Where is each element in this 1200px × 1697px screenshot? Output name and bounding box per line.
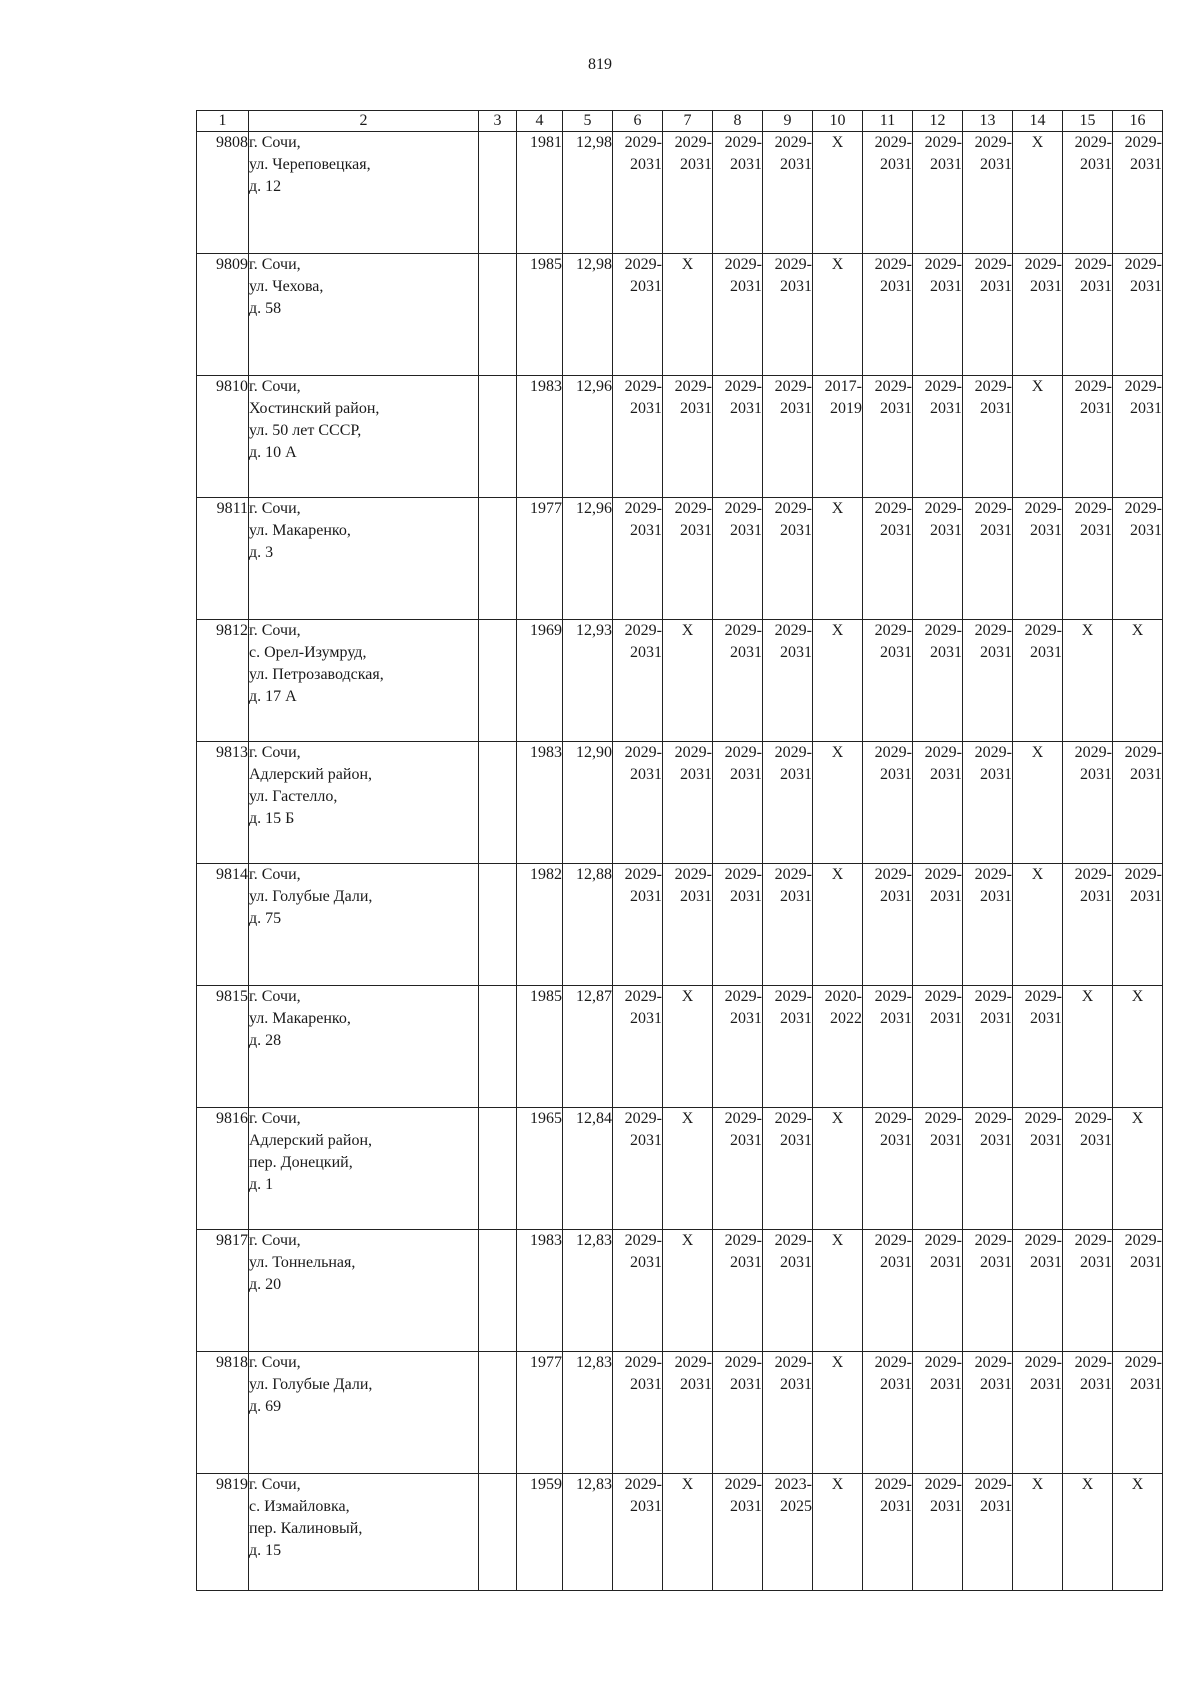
period-cell: 2023- 2025 [763,1474,813,1591]
not-applicable-cell: X [813,864,863,986]
address-line: пер. Калиновый, [249,1520,363,1537]
address-line: ул. Гастелло, [249,788,338,805]
period-cell: 2029- 2031 [1013,1108,1063,1230]
address-cell [249,986,479,1108]
period-cell: 2029- 2031 [913,1230,963,1352]
period-cell: 2029- 2031 [613,864,663,986]
address-line: г. Сочи, [249,1232,301,1249]
not-applicable-cell: X [1013,132,1063,254]
period-cell: 2029- 2031 [1063,1352,1113,1474]
column-3-cell [479,1108,517,1230]
table-row [197,132,1163,254]
period-cell: 2029- 2031 [713,1108,763,1230]
period-cell: 2029- 2031 [663,864,713,986]
period-cell: 2029- 2031 [1013,254,1063,376]
period-cell: 2029- 2031 [913,1108,963,1230]
period-cell: 2029- 2031 [713,620,763,742]
address-line: д. 69 [249,1398,282,1415]
address-line: д. 17 А [249,688,297,705]
address-line: с. Измайловка, [249,1498,350,1515]
column-header: 8 [713,111,763,132]
period-cell: 2029- 2031 [763,132,813,254]
period-cell: 2029- 2031 [913,986,963,1108]
table-row [197,864,1163,986]
period-cell: 2029- 2031 [613,132,663,254]
address-line: д. 15 [249,1542,282,1559]
value-cell: 12,87 [563,986,613,1108]
column-header: 1 [197,111,249,132]
period-cell: 2029- 2031 [663,132,713,254]
address-line: г. Сочи, [249,988,301,1005]
period-cell: 2029- 2031 [913,1474,963,1591]
column-3-cell [479,1352,517,1474]
column-header: 14 [1013,111,1063,132]
period-cell: 2029- 2031 [1063,864,1113,986]
period-cell: 2029- 2031 [763,1108,813,1230]
column-3-cell [479,742,517,864]
period-cell: 2029- 2031 [963,864,1013,986]
address-line: ул. Голубые Дали, [249,888,373,905]
address-line: д. 3 [249,544,274,561]
period-cell: 2029- 2031 [963,1230,1013,1352]
period-cell: 2029- 2031 [713,132,763,254]
period-cell: 2029- 2031 [1113,132,1163,254]
column-header: 16 [1113,111,1163,132]
period-cell: 2029- 2031 [913,742,963,864]
not-applicable-cell: X [1063,620,1113,742]
period-cell: 2029- 2031 [613,1352,663,1474]
period-cell: 2029- 2031 [913,376,963,498]
value-cell: 12,83 [563,1230,613,1352]
table-body [197,132,1163,1591]
column-header: 13 [963,111,1013,132]
not-applicable-cell: X [1113,620,1163,742]
not-applicable-cell: X [1113,1108,1163,1230]
period-cell: 2029- 2031 [963,376,1013,498]
not-applicable-cell: X [1113,1474,1163,1591]
period-cell: 2029- 2031 [863,1108,913,1230]
row-number: 9812 [197,620,249,742]
period-cell: 2029- 2031 [963,742,1013,864]
table-row [197,254,1163,376]
address-cell [249,1108,479,1230]
address-cell [249,1230,479,1352]
address-cell [249,1474,479,1591]
address-cell [249,620,479,742]
period-cell: 2029- 2031 [613,742,663,864]
column-3-cell [479,986,517,1108]
address-line: ул. Чехова, [249,278,324,295]
column-header: 2 [249,111,479,132]
period-cell: 2029- 2031 [713,1230,763,1352]
not-applicable-cell: X [1063,1474,1113,1591]
period-cell: 2029- 2031 [913,864,963,986]
period-cell: 2029- 2031 [1113,1230,1163,1352]
period-cell: 2029- 2031 [763,498,813,620]
value-cell: 12,98 [563,132,613,254]
not-applicable-cell: X [813,620,863,742]
period-cell: 2029- 2031 [1113,1352,1163,1474]
period-cell: 2029- 2031 [913,620,963,742]
column-header: 11 [863,111,913,132]
not-applicable-cell: X [813,254,863,376]
address-line: г. Сочи, [249,1354,301,1371]
not-applicable-cell: X [813,132,863,254]
address-line: д. 58 [249,300,282,317]
table-row [197,498,1163,620]
column-header: 10 [813,111,863,132]
table-row [197,620,1163,742]
period-cell: 2029- 2031 [913,1352,963,1474]
period-cell: 2029- 2031 [1063,742,1113,864]
column-3-cell [479,254,517,376]
not-applicable-cell: X [663,254,713,376]
period-cell: 2029- 2031 [713,254,763,376]
value-cell: 12,84 [563,1108,613,1230]
year-cell: 1981 [517,132,563,254]
table-row [197,1230,1163,1352]
not-applicable-cell: X [813,498,863,620]
column-3-cell [479,864,517,986]
address-cell [249,376,479,498]
register-table [196,110,1163,1591]
period-cell: 2029- 2031 [963,498,1013,620]
value-cell: 12,93 [563,620,613,742]
period-cell: 2029- 2031 [963,620,1013,742]
address-line: д. 28 [249,1032,282,1049]
column-header: 5 [563,111,613,132]
period-cell: 2029- 2031 [713,376,763,498]
address-line: д. 12 [249,178,282,195]
period-cell: 2029- 2031 [613,1230,663,1352]
address-line: ул. 50 лет СССР, [249,422,362,439]
period-cell: 2029- 2031 [663,498,713,620]
row-number: 9819 [197,1474,249,1591]
address-line: ул. Петрозаводская, [249,666,384,683]
period-cell: 2029- 2031 [763,742,813,864]
period-cell: 2029- 2031 [913,132,963,254]
year-cell: 1985 [517,254,563,376]
period-cell: 2029- 2031 [863,132,913,254]
period-cell: 2029- 2031 [1063,1108,1113,1230]
period-cell: 2029- 2031 [763,864,813,986]
period-cell: 2029- 2031 [763,986,813,1108]
period-cell: 2029- 2031 [1063,254,1113,376]
row-number: 9817 [197,1230,249,1352]
period-cell: 2029- 2031 [613,376,663,498]
not-applicable-cell: X [663,620,713,742]
address-line: ул. Макаренко, [249,1010,351,1027]
address-line: г. Сочи, [249,1110,301,1127]
period-cell: 2029- 2031 [863,864,913,986]
period-cell: 2029- 2031 [863,620,913,742]
not-applicable-cell: X [813,742,863,864]
address-line: д. 15 Б [249,810,295,827]
row-number: 9811 [197,498,249,620]
not-applicable-cell: X [663,1230,713,1352]
column-header: 15 [1063,111,1113,132]
row-number: 9813 [197,742,249,864]
row-number: 9818 [197,1352,249,1474]
year-cell: 1977 [517,1352,563,1474]
not-applicable-cell: X [1063,986,1113,1108]
not-applicable-cell: X [663,986,713,1108]
period-cell: 2029- 2031 [1113,742,1163,864]
period-cell: 2029- 2031 [763,254,813,376]
column-header: 6 [613,111,663,132]
not-applicable-cell: X [1013,864,1063,986]
column-header: 9 [763,111,813,132]
address-line: пер. Донецкий, [249,1154,353,1171]
column-3-cell [479,1474,517,1591]
year-cell: 1985 [517,986,563,1108]
period-cell: 2029- 2031 [863,1230,913,1352]
not-applicable-cell: X [1013,742,1063,864]
address-line: с. Орел-Изумруд, [249,644,367,661]
period-cell: 2029- 2031 [863,1352,913,1474]
address-line: г. Сочи, [249,744,301,761]
address-line: д. 20 [249,1276,282,1293]
period-cell: 2029- 2031 [663,376,713,498]
not-applicable-cell: X [1113,986,1163,1108]
year-cell: 1983 [517,1230,563,1352]
value-cell: 12,88 [563,864,613,986]
value-cell: 12,83 [563,1474,613,1591]
address-line: д. 75 [249,910,282,927]
period-cell: 2029- 2031 [863,986,913,1108]
address-cell [249,864,479,986]
year-cell: 1983 [517,742,563,864]
period-cell: 2029- 2031 [963,1474,1013,1591]
period-cell: 2029- 2031 [763,1230,813,1352]
period-cell: 2029- 2031 [1013,986,1063,1108]
period-cell: 2029- 2031 [613,498,663,620]
table-row [197,376,1163,498]
period-cell: 2029- 2031 [863,498,913,620]
period-cell: 2029- 2031 [1063,498,1113,620]
table-row [197,1108,1163,1230]
address-line: ул. Макаренко, [249,522,351,539]
table-row [197,1474,1163,1591]
column-header: 12 [913,111,963,132]
address-line: г. Сочи, [249,500,301,517]
address-line: д. 1 [249,1176,274,1193]
table-row [197,986,1163,1108]
period-cell: 2029- 2031 [863,1474,913,1591]
row-number: 9815 [197,986,249,1108]
year-cell: 1965 [517,1108,563,1230]
period-cell: 2029- 2031 [613,986,663,1108]
not-applicable-cell: X [813,1108,863,1230]
period-cell: 2029- 2031 [863,742,913,864]
period-cell: 2029- 2031 [713,864,763,986]
period-cell: 2029- 2031 [1113,254,1163,376]
column-header: 7 [663,111,713,132]
row-number: 9816 [197,1108,249,1230]
not-applicable-cell: X [663,1108,713,1230]
year-cell: 1983 [517,376,563,498]
not-applicable-cell: X [1013,1474,1063,1591]
row-number: 9814 [197,864,249,986]
address-line: г. Сочи, [249,256,301,273]
period-cell: 2029- 2031 [763,376,813,498]
period-cell: 2029- 2031 [713,742,763,864]
column-3-cell [479,620,517,742]
not-applicable-cell: X [813,1474,863,1591]
row-number: 9808 [197,132,249,254]
period-cell: 2029- 2031 [963,132,1013,254]
period-cell: 2029- 2031 [663,1352,713,1474]
column-3-cell [479,1230,517,1352]
address-line: г. Сочи, [249,622,301,639]
address-cell [249,1352,479,1474]
period-cell: 2029- 2031 [613,1474,663,1591]
column-3-cell [479,498,517,620]
period-cell: 2029- 2031 [663,742,713,864]
address-line: д. 10 А [249,444,297,461]
period-cell: 2029- 2031 [913,498,963,620]
period-cell: 2029- 2031 [1063,132,1113,254]
period-cell: 2029- 2031 [763,1352,813,1474]
not-applicable-cell: X [813,1352,863,1474]
address-line: Адлерский район, [249,1132,373,1149]
period-cell: 2029- 2031 [1113,498,1163,620]
period-cell: 2029- 2031 [613,254,663,376]
address-cell [249,254,479,376]
period-cell: 2029- 2031 [763,620,813,742]
value-cell: 12,98 [563,254,613,376]
period-cell: 2029- 2031 [713,1474,763,1591]
address-line: ул. Череповецкая, [249,156,371,173]
period-cell: 2029- 2031 [613,620,663,742]
address-line: г. Сочи, [249,866,301,883]
year-cell: 1959 [517,1474,563,1591]
column-header: 4 [517,111,563,132]
year-cell: 1982 [517,864,563,986]
period-cell: 2029- 2031 [713,986,763,1108]
address-line: г. Сочи, [249,378,301,395]
column-header: 3 [479,111,517,132]
period-cell: 2029- 2031 [1113,864,1163,986]
period-cell: 2029- 2031 [963,254,1013,376]
not-applicable-cell: X [813,1230,863,1352]
period-cell: 2029- 2031 [1013,1352,1063,1474]
not-applicable-cell: X [1013,376,1063,498]
address-line: Хостинский район, [249,400,380,417]
not-applicable-cell: X [663,1474,713,1591]
page-number: 819 [588,56,612,73]
address-cell [249,132,479,254]
period-cell: 2029- 2031 [863,254,913,376]
period-cell: 2029- 2031 [963,986,1013,1108]
period-cell: 2029- 2031 [1063,376,1113,498]
period-cell: 2017- 2019 [813,376,863,498]
address-line: ул. Голубые Дали, [249,1376,373,1393]
value-cell: 12,96 [563,376,613,498]
table-row [197,1352,1163,1474]
period-cell: 2029- 2031 [1063,1230,1113,1352]
value-cell: 12,90 [563,742,613,864]
period-cell: 2029- 2031 [963,1108,1013,1230]
period-cell: 2029- 2031 [913,254,963,376]
period-cell: 2029- 2031 [713,498,763,620]
address-line: Адлерский район, [249,766,373,783]
period-cell: 2029- 2031 [713,1352,763,1474]
column-3-cell [479,376,517,498]
row-number: 9810 [197,376,249,498]
value-cell: 12,96 [563,498,613,620]
period-cell: 2029- 2031 [963,1352,1013,1474]
period-cell: 2020- 2022 [813,986,863,1108]
period-cell: 2029- 2031 [1113,376,1163,498]
value-cell: 12,83 [563,1352,613,1474]
address-line: ул. Тоннельная, [249,1254,356,1271]
column-3-cell [479,132,517,254]
address-cell [249,742,479,864]
year-cell: 1977 [517,498,563,620]
period-cell: 2029- 2031 [1013,1230,1063,1352]
table-header [197,111,1163,132]
period-cell: 2029- 2031 [863,376,913,498]
row-number: 9809 [197,254,249,376]
address-cell [249,498,479,620]
period-cell: 2029- 2031 [613,1108,663,1230]
period-cell: 2029- 2031 [1013,620,1063,742]
table-row [197,742,1163,864]
address-line: г. Сочи, [249,134,301,151]
year-cell: 1969 [517,620,563,742]
period-cell: 2029- 2031 [1013,498,1063,620]
address-line: г. Сочи, [249,1476,301,1493]
